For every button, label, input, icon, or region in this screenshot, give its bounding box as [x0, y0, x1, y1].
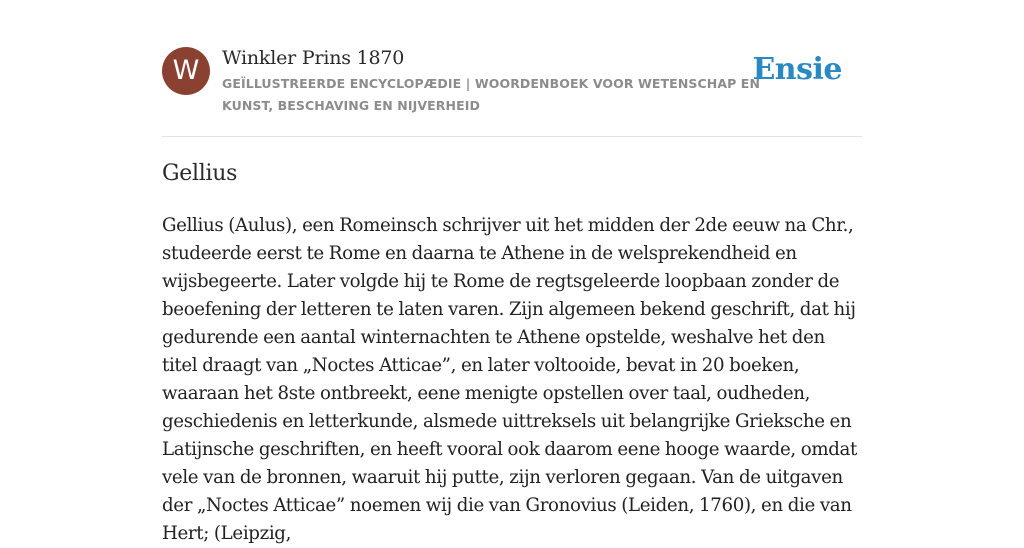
book-subtitle: GEÏLLUSTREERDE ENCYCLOPÆDIE | WOORDENBOEK VOOR WETENSCHAP EN KUNST, BESCHAVING EN NIJVERHEID: [222, 76, 761, 113]
book-title[interactable]: Winkler Prins 1870: [222, 47, 405, 69]
entry-body: Gellius (Aulus), een Romeinsch schrijver uit het midden der 2de eeuw na Chr., studeerde eerst te Rome en daarna te Athene in de welsprekendheid en wijsbegeerte. Later volgde hij te Rome de regtsgeleerde loopbaan zonder de beoefening der letteren te laten varen. Zijn algemeen bekend geschrift, dat hij gedurende een aantal winternachten te Athene opstelde, weshalve het den titel draagt van „Noctes Atticae”, en later voltooide, bevat in 20 boeken, waaraan het 8ste ontbreekt, eene menigte opstellen over taal, oudheden, geschiedenis en letterkunde, alsmede uittreksels uit belangrijke Grieksche en Latijnsche geschriften, en heeft vooral ook daarom eene hooge waarde, omdat vele van de bronnen, waaruit hij putte, zijn verloren gegaan. Van de uitgaven der „Noctes Atticae” noemen wij die van Gronovius (Leiden, 1760), en die van Hert; (Leipzig,: [162, 215, 857, 544]
ensie-logo-link[interactable]: Ensie: [752, 52, 842, 87]
entry-title: Gellius: [162, 161, 238, 186]
header: [162, 46, 862, 137]
avatar[interactable]: W: [162, 47, 210, 95]
